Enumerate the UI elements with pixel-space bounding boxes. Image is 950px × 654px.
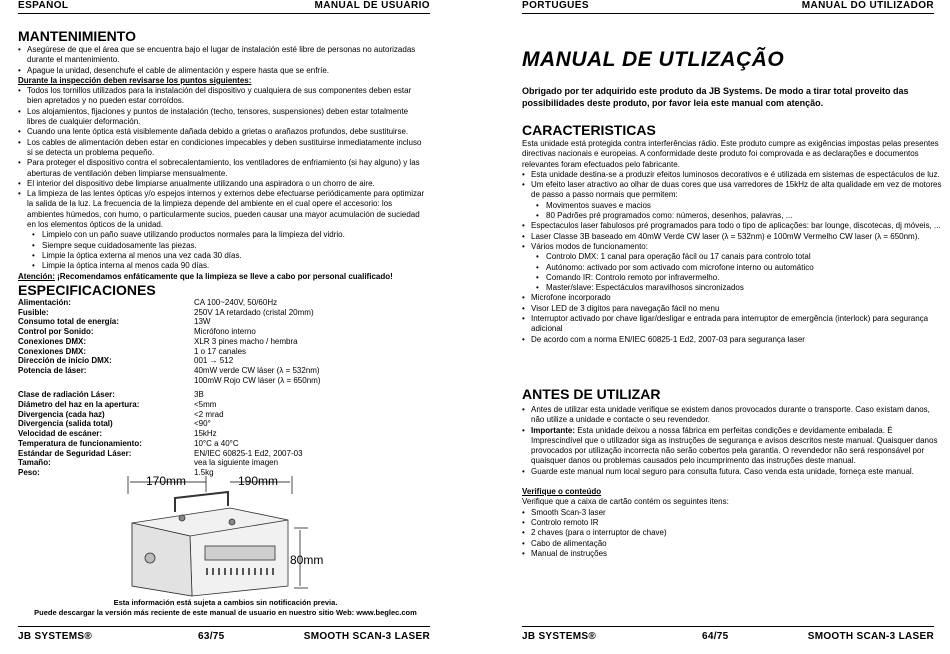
- spec-value: 15kHz: [194, 429, 217, 439]
- spec-label: Control por Sonido:: [18, 327, 94, 337]
- feature-subitem: • Autónomo: activado por som activado com microfone interno ou automático: [522, 263, 944, 273]
- feature-subitem: • Controlo DMX: 1 canal para operação fácil ou 17 canais para controlo total: [522, 252, 944, 262]
- feature-item: • Microfone incorporado: [522, 293, 944, 303]
- footer-page-number: 63/75: [198, 631, 225, 642]
- feature-item: • Espectaculos laser fabulosos pré programados para todo o tipo de aplicações: bar lounge, discotecas, dj móveis, ...: [522, 221, 944, 231]
- header-language: ESPAÑOL: [18, 0, 69, 11]
- spec-value: 250V 1A retardado (cristal 20mm): [194, 307, 314, 317]
- spec-value: 10°C a 40°C: [194, 438, 239, 448]
- before-use-heading: ANTES DE UTILIZAR: [522, 386, 661, 402]
- spec-label: Peso:: [18, 467, 40, 477]
- maintenance-item: • Asegúrese de que el área que se encuentra bajo el lugar de instalación esté libre de personas no autorizadas durante el mantenimiento.: [18, 45, 428, 66]
- spec-row: [18, 449, 428, 459]
- spec-value: 1 o 17 canales: [194, 346, 247, 356]
- spec-label: Estándar de Seguridad Láser:: [18, 448, 132, 458]
- spec-value: 001 → 512: [194, 356, 234, 366]
- feature-item: • Um efeito laser atractivo ao olhar de duas cores que usa varredores de 15kHz de alta qualidade em vez de motores de passo a passo normais que permitem:: [522, 180, 944, 201]
- spec-label: Conexiones DMX:: [18, 336, 87, 346]
- verify-contents-heading: Verifique o conteúdo: [522, 487, 602, 497]
- page-footer: [522, 626, 934, 646]
- cleaning-item: • Limpie la óptica interna al menos cada 90 días.: [18, 261, 428, 271]
- inspection-item: • Los alojamientos, fijaciones y puntos de instalación (techo, tensores, suspensiones) deben estar totalmente libres de cualquier deformación.: [18, 107, 428, 128]
- page-footer: [18, 626, 430, 646]
- characteristics-body: Esta unidade está protegida contra interferências rádio. Este produto cumpre as exigências impostas pelas presentes directivas nacionais e europeias. A conformidade deste produto foi comprovada e as declarações e documentos relevantes foram efectuados pelo fabricante. • Esta unidade destina-se a produzir efeitos luminosos decorativos e é utilizada em sistemas de espectáculos de luz. • Um efeito laser atractivo ao olhar de duas cores que usa varredores de 15kHz de alta qualidade em vez de motores de passo a passo normais que permitem: • Movimentos suaves e macios • 80 Padrões pré programados como: números, desenhos, palavras, ... • Espectaculos laser fabulosos pré programados para todo o tipo de aplicações: bar lounge, discotecas, dj móveis, ... • Laser Classe 3B baseado em 40mW Verde CW laser (λ = 532nm) e 100mW Vermelho CW laser (λ = 650nm). • Vários modos de funcionamento: • Controlo DMX: 1 canal para operação fácil ou 17 canais para controlo total • Autónomo: activado por som activado com microfone interno ou automático • Comando IR: Controlo remoto por infravermelho. • Master/slave: Espectáculos maravilhosos sincronizados • Microfone incorporado • Visor LED de 3 digitos para navegação fácil no menu • Interruptor activado por chave ligar/desligar e entrada para interruptor de emergência (interlock) para segurança adicional • De acordo com a norma EN/IEC 60825-1 Ed2, 2007-03 para segurança laser: [522, 139, 944, 345]
- before-use-body: • Antes de utilizar esta unidade verifique se existem danos provocados durante o transporte. Caso existam danos, não utilize a unidade e contacte o seu revendedor. • Importante: Esta unidade deixou a nossa fábrica em perfeitas condições e devidamente embalada. É Imprescindível que o utilizador siga as instruções de segurança e avisos descritos neste manual. Quaisquer danos provocados por utilização incorrecta não serão cobertos pela garantia. O revendedor não será responsável por quaisquer danos ou problemas causados pelo incumprimento das instruções deste manual. • Guarde este manual num local seguro para consulta futura. Caso venda esta unidade, forneça este manual. Verifique o conteúdo Verifique que a caixa de cartão contém os seguintes itens: • Smooth Scan-3 laser • Controlo remoto IR • 2 chaves (para o interruptor de chave) • Cabo de alimentação • Manual de instruções: [522, 405, 944, 559]
- package-item: • Cabo de alimentação: [522, 539, 944, 549]
- intro-text: Obrigado por ter adquirido este produto da JB Systems. De modo a tirar total proveito das possibilidades deste produto, por favor leia este manual com atenção.: [522, 86, 909, 108]
- spec-value: 1.5kg: [194, 467, 214, 477]
- specifications-table: [18, 298, 428, 478]
- spec-label: Velocidad de escáner:: [18, 429, 103, 439]
- manual-title: MANUAL DE UTLIZAÇÃO: [522, 48, 785, 71]
- specifications-heading: ESPECIFICACIONES: [18, 282, 156, 298]
- spec-value: <2 mrad: [194, 409, 224, 419]
- inspection-item: • Los cables de alimentación deben estar en condiciones impecables y deben sustituirse inmediatamente incluso si se detecta un problema pequeño.: [18, 138, 428, 159]
- spec-row: [18, 390, 428, 400]
- spec-label: Divergencia (salida total): [18, 419, 113, 429]
- feature-subitem: • 80 Padrões pré programados como: números, desenhos, palavras, ...: [522, 211, 944, 221]
- spec-label: Temperatura de funcionamiento:: [18, 438, 142, 448]
- feature-item: • Vários modos de funcionamento:: [522, 242, 944, 252]
- cleaning-item: • Limpie la óptica externa al menos una vez cada 30 días.: [18, 251, 428, 261]
- spec-label: Diámetro del haz en la apertura:: [18, 400, 140, 410]
- spec-label: Consumo total de energía:: [18, 317, 119, 327]
- spec-value: 100mW Rojo CW láser (λ = 650nm): [194, 375, 321, 385]
- spec-label: Divergencia (cada haz): [18, 409, 105, 419]
- spec-row: [18, 347, 428, 357]
- width-dimension-label: 170mm: [146, 474, 187, 488]
- inspection-item: • El interior del dispositivo debe limpiarse anualmente utilizando una aspiradora o un chorro de aire.: [18, 179, 428, 189]
- footer-product: SMOOTH SCAN-3 LASER: [807, 631, 934, 642]
- spec-label: Alimentación:: [18, 298, 71, 307]
- spec-row: [18, 337, 428, 347]
- spec-row: [18, 376, 428, 386]
- spec-row: [18, 356, 428, 366]
- inspection-item: • La limpieza de las lentes ópticas y/o espejos internos y externos debe efectuarse periódicamente para optimizar la salida de la luz. La frecuencia de la limpieza depende del ambiente en el cual opere el accesorio: los ambientes húmedos, con humo, o particularmente sucios, pueden causar una mayor acumulación de suciedad en los elementos ópticos de la unidad.: [18, 189, 428, 230]
- disclaimer-note: Esta información está sujeta a cambios sin notificación previa. Puede descargar la versión más reciente de este manual de usuario en nuestro sitio Web: www.beglec.com: [34, 598, 417, 617]
- package-item: • Controlo remoto IR: [522, 518, 944, 528]
- footer-brand: JB SYSTEMS®: [522, 631, 597, 642]
- feature-subitem: • Comando IR: Controlo remoto por infravermelho.: [522, 273, 944, 283]
- feature-item: • Laser Classe 3B baseado em 40mW Verde CW laser (λ = 532nm) e 100mW Vermelho CW laser (λ = 650nm).: [522, 232, 944, 242]
- feature-item: • De acordo com a norma EN/IEC 60825-1 Ed2, 2007-03 para segurança laser: [522, 335, 944, 345]
- footer-product: SMOOTH SCAN-3 LASER: [303, 631, 430, 642]
- height-dimension-label: 80mm: [290, 553, 324, 567]
- maintenance-body: [18, 45, 428, 282]
- spec-value: EN/IEC 60825-1 Ed2, 2007-03: [194, 448, 303, 458]
- spec-label: Tamaño:: [18, 458, 51, 468]
- spec-row: [18, 429, 428, 439]
- maintenance-heading: MANTENIMIENTO: [18, 28, 136, 44]
- spec-value: CA 100~240V, 50/60Hz: [194, 298, 278, 307]
- spec-row: [18, 317, 428, 327]
- spec-value: 3B: [194, 390, 204, 400]
- cleaning-item: • Limpielo con un paño suave utilizando productos normales para la limpieza del vidrio.: [18, 230, 428, 240]
- spec-row: [18, 308, 428, 318]
- header-language: PORTUGUÊS: [522, 0, 589, 11]
- spec-value: Micrófono interno: [194, 327, 256, 337]
- maintenance-item: • Apague la unidad, desenchufe el cable de alimentación y espere hasta que se enfríe.: [18, 66, 428, 76]
- spec-value: vea la siguiente imagen: [194, 458, 279, 468]
- depth-dimension-label: 190mm: [238, 474, 279, 488]
- footer-brand: JB SYSTEMS®: [18, 631, 93, 642]
- feature-subitem: • Movimentos suaves e macios: [522, 201, 944, 211]
- spec-value: 40mW verde CW láser (λ = 532nm): [194, 365, 320, 375]
- spec-label: [18, 376, 194, 386]
- header-title: MANUAL DE USUARIO: [314, 0, 430, 11]
- inspection-item: • Todos los tornillos utilizados para la instalación del dispositivo y cualquiera de sus componentes deben estar bien apretados y no pueden estar corroídos.: [18, 86, 428, 107]
- feature-subitem: • Master/slave: Espectáculos maravilhosos sincronizados: [522, 283, 944, 293]
- spec-row: [18, 410, 428, 420]
- spec-value: XLR 3 pines macho / hembra: [194, 336, 298, 346]
- spec-value: <90°: [194, 419, 211, 429]
- inspection-heading: Durante la inspección deben revisarse los puntos siguientes:: [18, 75, 252, 85]
- spec-row: [18, 327, 428, 337]
- cleaning-item: • Siempre seque cuidadosamente las piezas.: [18, 241, 428, 251]
- left-page: [0, 0, 440, 654]
- package-item: • 2 chaves (para o interruptor de chave): [522, 528, 944, 538]
- spec-label: Conexiones DMX:: [18, 346, 87, 356]
- footer-page-number: 64/75: [702, 631, 729, 642]
- right-page: [512, 0, 942, 654]
- page-header: [522, 0, 934, 14]
- spec-row: [18, 419, 428, 429]
- attention-note: Atención: ¡Recomendamos enfáticamente que la limpieza se lleve a cabo por personal cualificado!: [18, 271, 393, 281]
- spec-label: Potencia de láser:: [18, 365, 87, 375]
- package-item: • Smooth Scan-3 laser: [522, 508, 944, 518]
- package-item: • Manual de instruções: [522, 549, 944, 559]
- header-title: MANUAL DO UTILIZADOR: [801, 0, 934, 11]
- spec-row: [18, 366, 428, 376]
- spec-row: [18, 400, 428, 410]
- feature-item: • Interruptor activado por chave ligar/desligar e entrada para interruptor de emergência (interlock) para segurança adicional: [522, 314, 944, 335]
- spec-row: [18, 298, 428, 308]
- spec-value: 13W: [194, 317, 211, 327]
- dimension-diagram: [110, 468, 340, 600]
- feature-item: • Esta unidade destina-se a produzir efeitos luminosos decorativos e é utilizada em sistemas de espectáculos de luz.: [522, 170, 944, 180]
- inspection-item: • Cuando una lente óptica está visiblemente dañada debido a grietas o arañazos profundos, debe sustituirse.: [18, 127, 428, 137]
- spec-value: <5mm: [194, 400, 217, 410]
- characteristics-heading: CARACTERISTICAS: [522, 122, 656, 138]
- spec-row: [18, 439, 428, 449]
- spec-label: Dirección de inicio DMX:: [18, 356, 112, 366]
- inspection-item: • Para proteger el dispositivo contra el sobrecalentamiento, los ventiladores de enfriamiento (si hay alguno) y las aberturas de ventilación deben limpiarse mensualmente.: [18, 158, 428, 179]
- spec-label: Clase de radiación Láser:: [18, 390, 115, 400]
- spec-label: Fusible:: [18, 307, 49, 317]
- page-header: [18, 0, 430, 14]
- spec-row: [18, 458, 428, 468]
- feature-item: • Visor LED de 3 digitos para navegação fácil no menu: [522, 304, 944, 314]
